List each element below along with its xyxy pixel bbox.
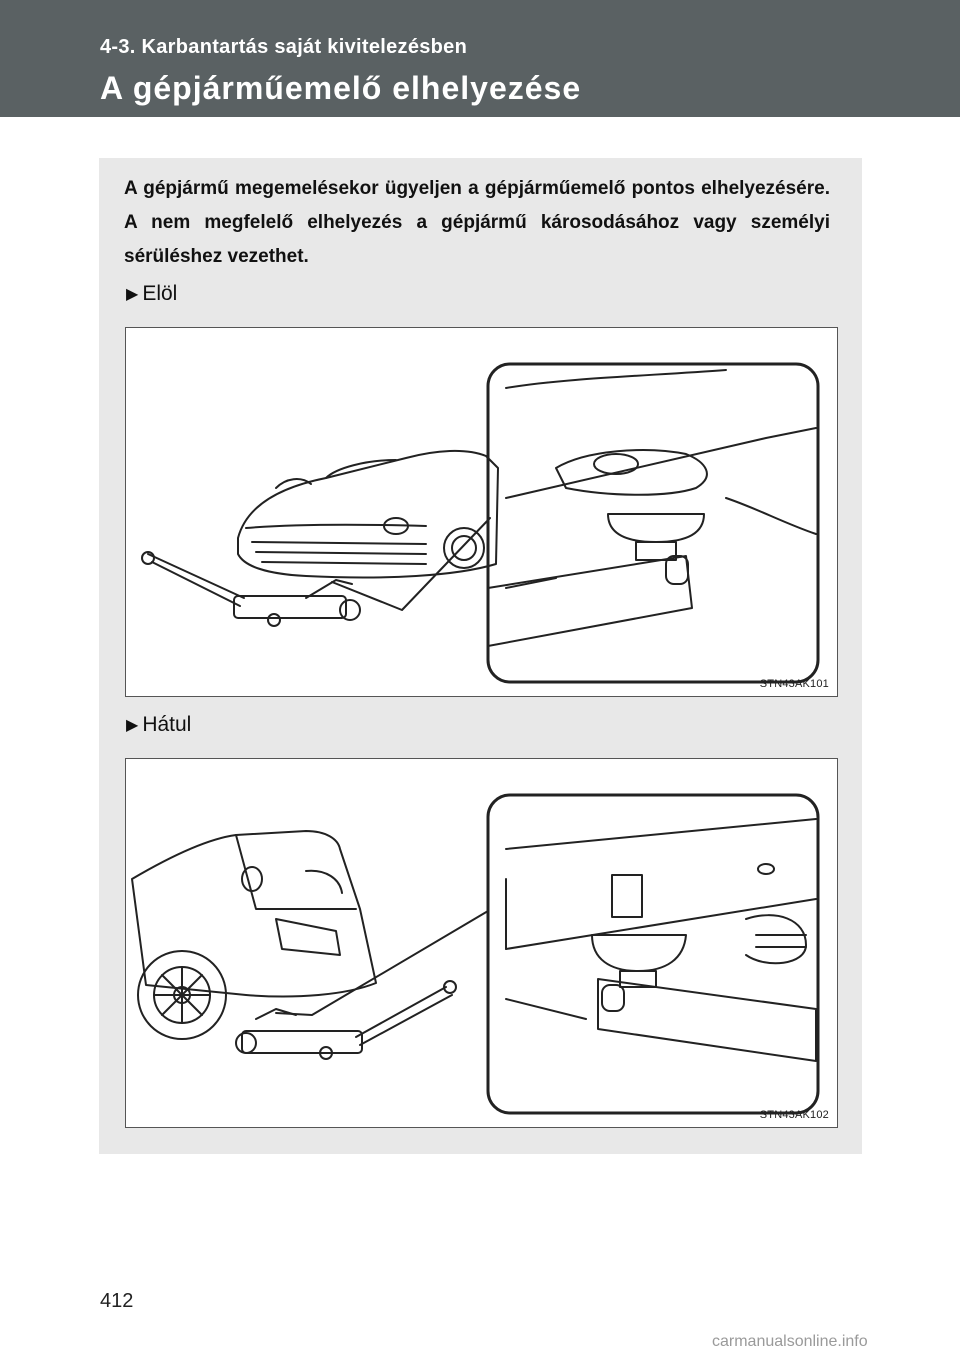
section-title: 4-3. Karbantartás saját kivitelezésben bbox=[100, 36, 468, 58]
front-jack-illustration bbox=[126, 328, 837, 696]
page-number: 412 bbox=[100, 1290, 134, 1312]
front-jack-figure bbox=[125, 327, 838, 697]
chapter-header bbox=[0, 0, 960, 117]
rear-jack-illustration bbox=[126, 759, 837, 1127]
rear-figure-code: STN43AK102 bbox=[759, 1109, 829, 1121]
intro-paragraph: A gépjármű megemelésekor ügyeljen a gépjárműemelő pontos elhelyezésére. A nem megfelelő elhelyezés a gépjármű károsodásához vagy személyi sérüléshez vezethet. bbox=[124, 178, 830, 267]
page-title: A gépjárműemelő elhelyezése bbox=[100, 70, 582, 106]
rear-label bbox=[126, 713, 191, 737]
triangle-bullet-icon: ▶ bbox=[126, 717, 139, 734]
watermark: carmanualsonline.info bbox=[712, 1333, 868, 1350]
front-label-text: Elöl bbox=[142, 282, 178, 305]
triangle-bullet-icon: ▶ bbox=[126, 286, 139, 303]
rear-label-text: Hátul bbox=[142, 713, 192, 736]
front-label bbox=[126, 282, 177, 306]
rear-jack-figure bbox=[125, 758, 838, 1128]
front-figure-code: STN43AK101 bbox=[759, 678, 829, 690]
